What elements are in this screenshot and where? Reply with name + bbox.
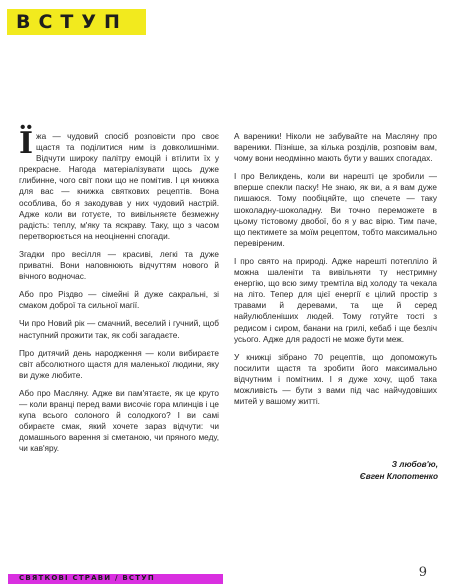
signature xyxy=(360,459,438,482)
footer xyxy=(0,571,460,587)
signature-line: З любов'ю, xyxy=(391,460,438,469)
drop-cap: Ї xyxy=(19,126,34,161)
intro-paragraph xyxy=(19,126,219,242)
paragraph-birthday: Про дитячий день народження — коли вибираєте світ абсолютного щастя для маленької людини, яку ви дуже любите. xyxy=(19,348,219,380)
right-column xyxy=(234,131,437,414)
paragraph-wedding: Згадки про весілля — красиві, легкі та дуже приватні. Вони наповнюють відчуттям нового й вічного водночас. xyxy=(19,249,219,282)
signature-author: Євген Клопотенко xyxy=(359,471,438,481)
paragraph-recipes: У книжці зібрано 70 рецептів, що допоможуть посилити щастя та зробити його максимально відчутним і помітним. І я дуже хочу, щоб така можливість — бути з вами під час найчудовіших митей у вашому житті. xyxy=(234,352,437,407)
paragraph-christmas: Або про Різдво — сімейні й дуже сакральні, зі смаком доброї та сильної магії. xyxy=(19,290,219,311)
paragraph-new-year: Чи про Новий рік — смачний, веселий і гучний, щоб наступний прожити так, як собі загадаєте. xyxy=(19,319,219,340)
paragraph-varenyky: А вареники! Ніколи не забувайте на Масляну про вареники. Пізніше, за кілька розділів, розповім вам, чому вони неодмінно мають бути у ваших спогадах. xyxy=(234,132,437,164)
left-column xyxy=(19,126,219,461)
intro-text: жа — чудовий спосіб розповісти про своє щастя та поділитися ним із довколишніми. Відчути широку палітру емоцій і втілити їх у прекрасне. Нагода матеріалізувати щось дуже глибинне, чого світ поки що не помітив. І ця книжка для вас — книжка святкових рецептів. Вона особлива, бо я закодував у них чудовий настрій. Адже коли ви готуєте, то вивільняєте безмежну радість: теплу, м'яку та яскраву. Таку, що з часом перетворюється на неоціненні спогади. xyxy=(19,132,219,241)
paragraph-easter: І про Великдень, коли ви нарешті це зробили — вперше спекли паску! Не знаю, як ви, а я вам дуже пишаюся. Тому пообіцяйте, що спечете — таку шоколадну-шоколадну. Ви точно переможете в цьому тістовому двобої, бо я у вас вірю. Тим паче, що пектимете за моїм рецептом, тобто максимально перевіреним. xyxy=(234,172,437,248)
footer-section-label: СВЯТКОВІ СТРАВИ / ВСТУП xyxy=(19,574,155,582)
paragraph-maslyana: Або про Масляну. Адже ви пам'ятаєте, як це круто — коли вранці перед вами височіє гора млинців і це купа всього солоного й солодкого? І ви самі обираєте смак, який хочете зараз відчути: чи домашнього варення зі сметаною, чи пряного меду, чи кав'яру. xyxy=(19,388,219,454)
page-title: ВСТУП xyxy=(16,11,128,33)
paragraph-nature: І про свято на природі. Адже нарешті потепліло й можна шаленіти та вивільняти ту нестримну енергію, що всю зиму тремтіла від холоду та чекала на літо. Тепер для цієї енергії є цілий простір з травами й деревами, та ще й серед найулюбленіших людей. Тому готуйте тості з редисом і сиром, банани на грилі, кебаб і ще безліч усього. Адже для радості не може бути меж. xyxy=(234,256,437,344)
page-number: 9 xyxy=(418,565,427,580)
